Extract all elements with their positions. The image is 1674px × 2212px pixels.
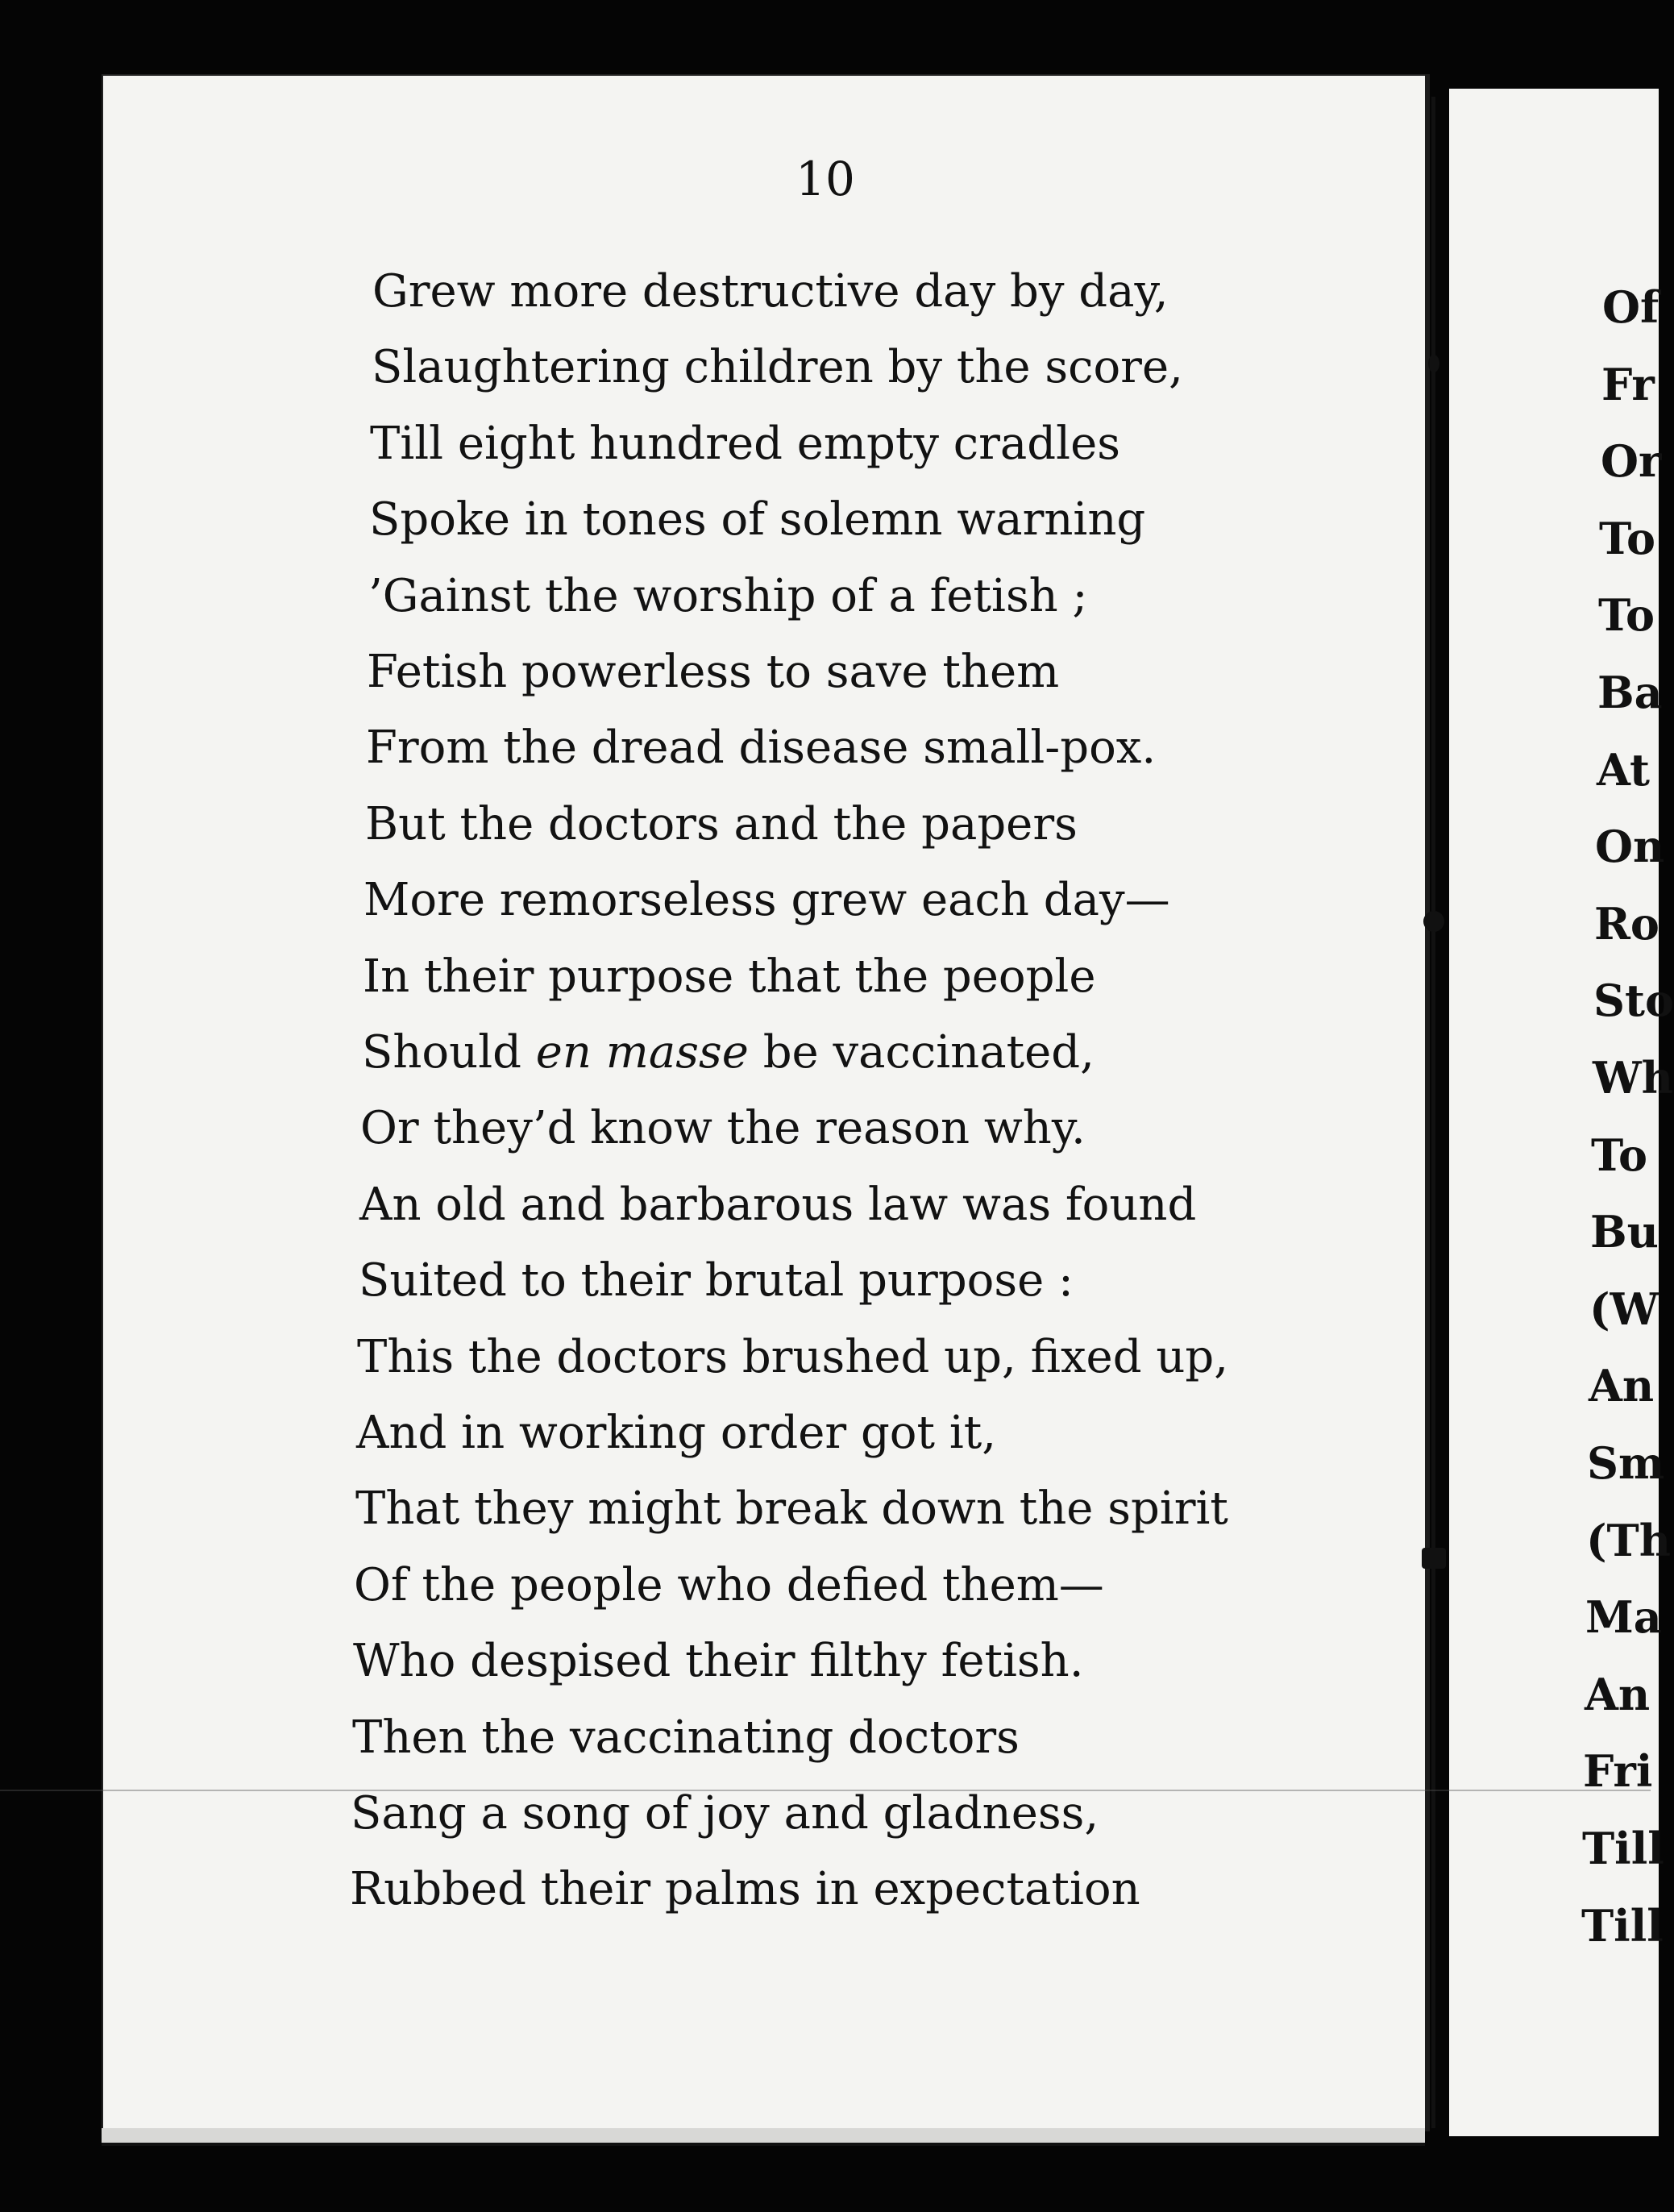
poem-line: Spoke in tones of solemn warning [369,493,1146,546]
poem-line: In their purpose that the people [363,950,1096,1003]
poem-line: Of the people who defied them— [354,1559,1104,1611]
poem-line: Sang a song of joy and gladness, [351,1787,1099,1840]
facing-line-fragment: Sm [1587,1437,1665,1489]
page-number: 10 [795,152,855,206]
poem-line: This the doctors brushed up, fixed up, [357,1331,1229,1383]
poem-line: Fetish powerless to save them [367,646,1060,698]
facing-line-fragment: At [1597,744,1650,796]
italic-phrase: en masse [535,1026,749,1079]
poem-line: An old and barbarous law was found [359,1179,1197,1231]
line-text: be vaccinated, [748,1026,1095,1079]
facing-line-fragment: Ba [1597,667,1663,718]
binding-knot [1422,1548,1446,1569]
poem-line: ’Gainst the worship of a fetish ; [368,570,1088,622]
facing-line-fragment: To [1591,1129,1648,1181]
facing-line-fragment: Wh [1593,1052,1673,1104]
poem-line: Slaughtering children by the score, [372,341,1183,393]
facing-line-fragment: (Th [1586,1515,1671,1566]
binding-knot [1423,911,1444,932]
book-spine [1425,97,1441,2128]
facing-line-fragment: Or [1601,435,1662,487]
poem-line: Who despised their filthy fetish. [353,1635,1084,1687]
line-text: Should [362,1026,536,1079]
facing-line-fragment: Bu [1590,1206,1659,1258]
facing-line-fragment: An [1589,1360,1655,1412]
poem-line: Grew more destructive day by day, [372,265,1169,318]
binding-knot [1428,355,1439,372]
facing-line-fragment: Of [1602,281,1659,333]
poem-line [362,1027,1095,1079]
poem-line: Rubbed their palms in expectation [350,1863,1140,1915]
spine-thread [1431,97,1435,2128]
facing-line-fragment: Sto [1593,975,1674,1026]
facing-line-fragment: Fr [1601,359,1655,410]
facing-line-fragment: To [1598,589,1655,641]
facing-line-fragment: An [1585,1669,1651,1720]
facing-line-fragment: Till [1582,1823,1664,1874]
poem-line: Then the vaccinating doctors [352,1711,1020,1764]
poem-line: Suited to their brutal purpose : [359,1254,1074,1307]
poem-line: More remorseless grew each day— [363,874,1170,926]
facing-line-fragment: To [1599,513,1656,564]
poem-line: That they might break down the spirit [355,1482,1228,1535]
facing-line-fragment: Till [1581,1900,1664,1952]
facing-line-fragment: Ro [1594,898,1659,950]
facing-line-fragment: Ma [1585,1591,1662,1643]
poem-line: And in working order got it, [356,1407,997,1459]
scan-artifact-line [0,1790,1651,1791]
poem-line: But the doctors and the papers [365,798,1078,850]
facing-line-fragment: (W [1589,1283,1659,1335]
poem-line: From the dread disease small-pox. [366,721,1157,774]
facing-line-fragment: On [1595,821,1665,872]
poem-line: Or they’d know the reason why. [360,1102,1086,1154]
facing-line-fragment: Fri [1583,1745,1653,1797]
poem-line: Till eight hundred empty cradles [370,418,1120,470]
